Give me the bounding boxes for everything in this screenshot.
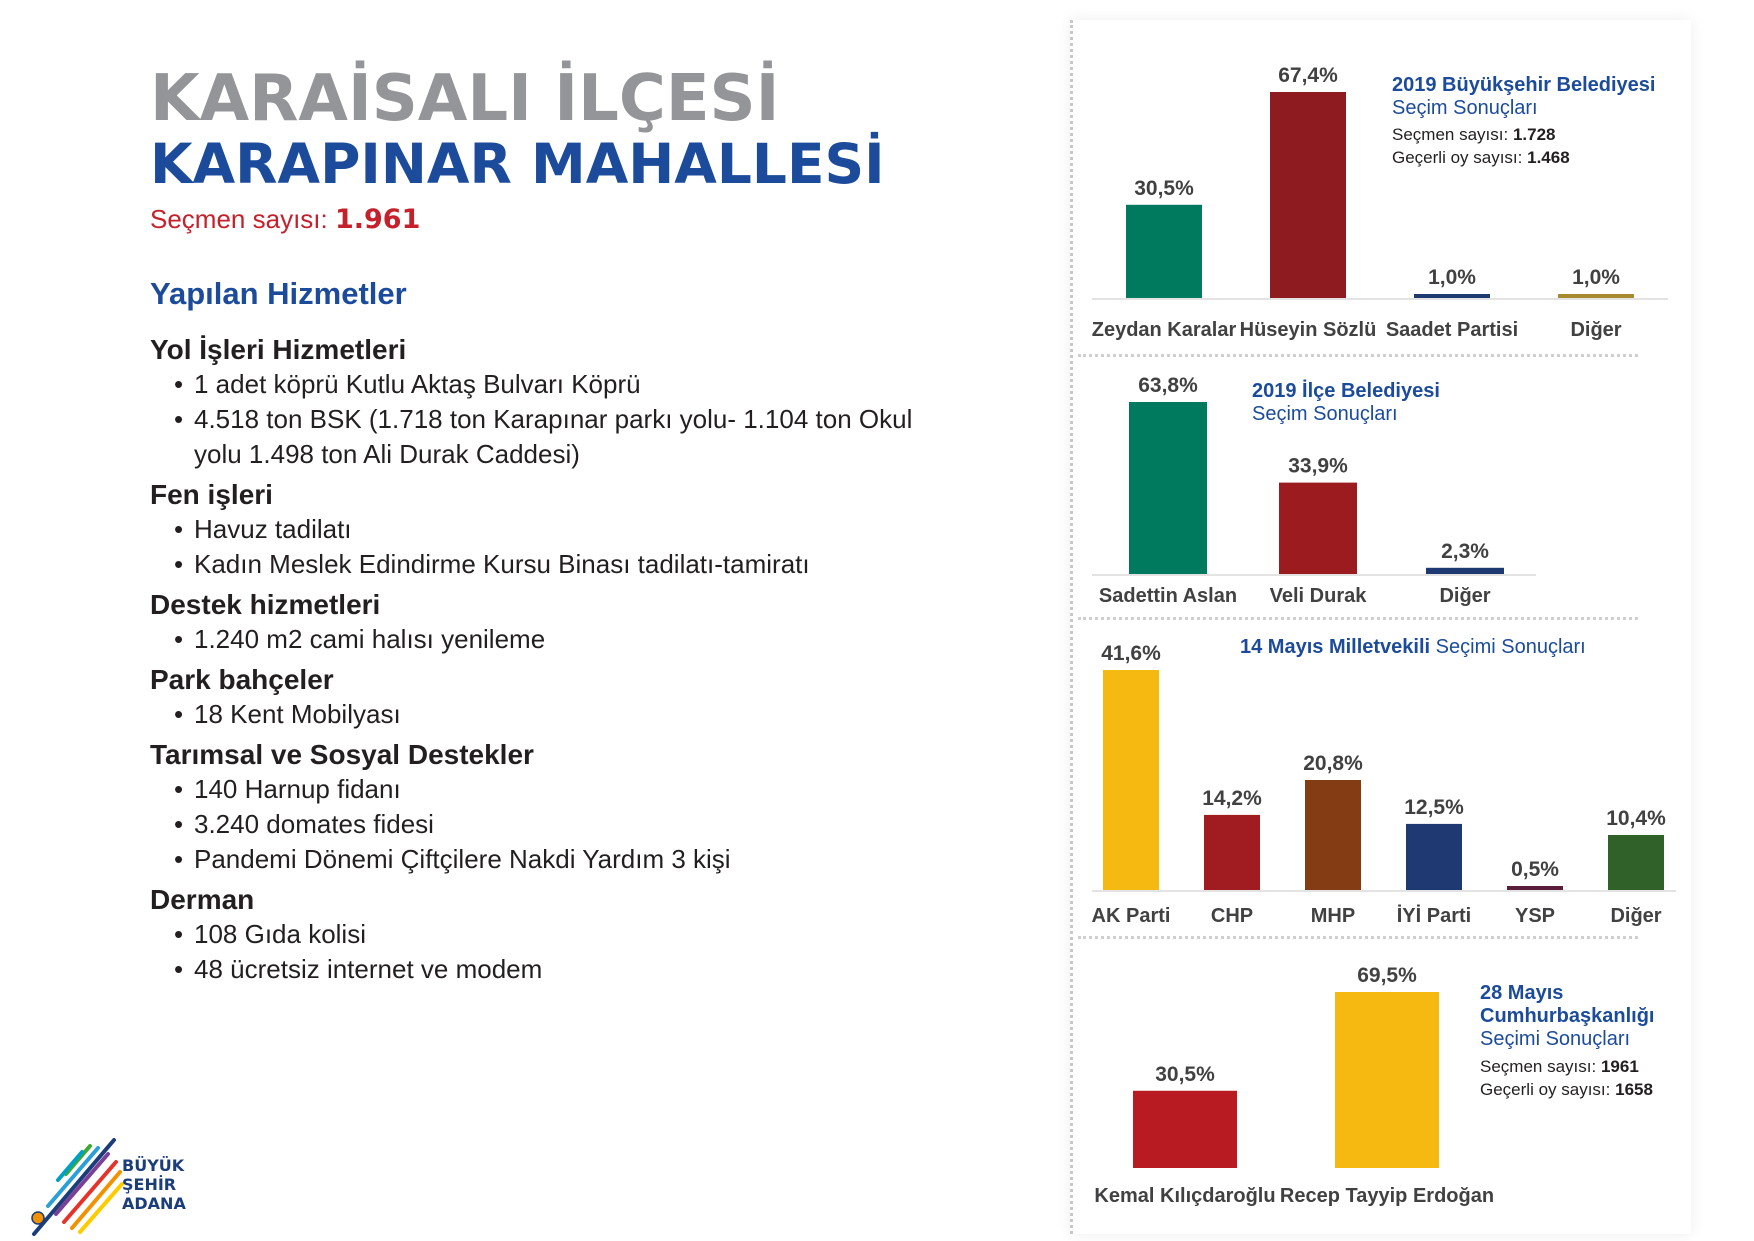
bar-4-2 bbox=[1335, 992, 1439, 1168]
chart1-valid-value: 1.468 bbox=[1527, 148, 1570, 167]
chart-1 bbox=[1092, 64, 1668, 341]
category-label: Veli Durak bbox=[1269, 585, 1367, 607]
bar-3-5 bbox=[1507, 886, 1563, 890]
chart4-voters-label: Seçmen sayısı: bbox=[1480, 1057, 1597, 1076]
section-title: Tarımsal ve Sosyal Destekler bbox=[150, 739, 534, 770]
voter-count-value: 1.961 bbox=[334, 204, 421, 235]
chart1-voters-value: 1.728 bbox=[1512, 125, 1556, 144]
bar-2-1 bbox=[1129, 402, 1207, 574]
value-label: 2,3% bbox=[1441, 539, 1489, 563]
bar-2-2 bbox=[1279, 483, 1357, 574]
chart4-valid-label: Geçerli oy sayısı: bbox=[1480, 1080, 1611, 1099]
chart3-title: 14 Mayıs Milletvekili bbox=[1240, 636, 1431, 658]
chart2-title: 2019 İlçe Belediyesi bbox=[1252, 380, 1440, 402]
service-item: • 18 Kent Mobilyası bbox=[174, 697, 930, 732]
value-label: 63,8% bbox=[1138, 374, 1198, 397]
section-title: Destek hizmetleri bbox=[150, 589, 381, 620]
bar-3-4 bbox=[1406, 824, 1462, 890]
bar-3-3 bbox=[1305, 780, 1361, 890]
bar-2-3 bbox=[1426, 568, 1504, 574]
bar-1-2 bbox=[1270, 92, 1346, 298]
category-label: AK Parti bbox=[1091, 905, 1171, 927]
value-label: 12,5% bbox=[1404, 795, 1464, 819]
neighborhood-title: KARAPINAR MAHALLESİ bbox=[150, 132, 885, 196]
section-title: Derman bbox=[150, 884, 255, 915]
value-label: 30,5% bbox=[1155, 1062, 1215, 1086]
chart1-valid-label: Geçerli oy sayısı: bbox=[1392, 148, 1523, 167]
service-item: • Pandemi Dönemi Çiftçilere Nakdi Yardım 3 kişi bbox=[174, 842, 930, 877]
value-label: 1,0% bbox=[1572, 266, 1620, 289]
category-label: Hüseyin Sözlü bbox=[1239, 319, 1377, 341]
voter-count-label: Seçmen sayısı: bbox=[150, 204, 328, 234]
value-label: 41,6% bbox=[1101, 642, 1161, 665]
service-item: • 140 Harnup fidanı bbox=[174, 772, 930, 807]
value-label: 67,4% bbox=[1278, 64, 1338, 87]
service-item: • 1.240 m2 cami halısı yenileme bbox=[174, 622, 930, 657]
service-item: • 1 adet köprü Kutlu Aktaş Bulvarı Köprü bbox=[174, 367, 930, 402]
district-title: KARAİSALI İLÇESİ bbox=[150, 62, 780, 136]
service-item: • 3.240 domates fidesi bbox=[174, 807, 930, 842]
chart-3 bbox=[1092, 642, 1676, 927]
bar-1-3 bbox=[1414, 294, 1490, 298]
value-label: 69,5% bbox=[1357, 964, 1417, 987]
chart4-voters-value: 1961 bbox=[1600, 1057, 1639, 1076]
category-label: Sadettin Aslan bbox=[1098, 585, 1238, 607]
category-label: Diğer bbox=[1439, 585, 1491, 607]
bar-1-1 bbox=[1126, 205, 1202, 298]
chart1-voters-label: Seçmen sayısı: bbox=[1392, 125, 1509, 144]
value-label: 33,9% bbox=[1288, 454, 1348, 478]
logo-text-line: BÜYÜK bbox=[122, 1156, 185, 1175]
bar-3-1 bbox=[1103, 670, 1159, 890]
category-label: Kemal Kılıçdaroğlu bbox=[1094, 1185, 1276, 1207]
chart4-valid-value: 1658 bbox=[1615, 1080, 1653, 1099]
section-title: Yol İşleri Hizmetleri bbox=[150, 334, 407, 365]
category-label: Diğer bbox=[1570, 319, 1622, 341]
value-label: 20,8% bbox=[1303, 752, 1363, 775]
value-label: 0,5% bbox=[1511, 858, 1559, 881]
chart4-title-line2: Cumhurbaşkanlığı bbox=[1480, 1005, 1655, 1027]
service-item: • Kadın Meslek Edindirme Kursu Binası tadilatı-tamiratı bbox=[174, 547, 930, 582]
value-label: 1,0% bbox=[1428, 266, 1476, 289]
category-label: Saadet Partisi bbox=[1385, 319, 1519, 341]
value-label: 30,5% bbox=[1134, 176, 1194, 200]
category-label: YSP bbox=[1514, 905, 1556, 927]
bar-4-1 bbox=[1133, 1091, 1237, 1168]
service-item: • 48 ücretsiz internet ve modem bbox=[174, 952, 930, 987]
category-label: Zeydan Karalar bbox=[1091, 319, 1237, 341]
service-item: • Havuz tadilatı bbox=[174, 512, 930, 547]
chart1-subtitle: Seçim Sonuçları bbox=[1392, 97, 1538, 119]
chart4-title-line1: 28 Mayıs bbox=[1480, 982, 1564, 1004]
chart-4 bbox=[1094, 964, 1494, 1207]
category-label: Diğer bbox=[1610, 905, 1662, 927]
chart4-subtitle: Seçimi Sonuçları bbox=[1480, 1028, 1631, 1050]
logo-text-line: ŞEHİR bbox=[122, 1175, 177, 1194]
chart2-subtitle: Seçim Sonuçları bbox=[1252, 403, 1398, 425]
chart1-title: 2019 Büyükşehir Belediyesi bbox=[1392, 74, 1656, 96]
service-item: • 108 Gıda kolisi bbox=[174, 917, 930, 952]
section-title: Park bahçeler bbox=[150, 664, 334, 695]
value-label: 10,4% bbox=[1606, 807, 1666, 830]
section-title: Fen işleri bbox=[150, 479, 273, 510]
service-item: • 4.518 ton BSK (1.718 ton Karapınar parkı yolu- 1.104 ton Okul yolu 1.498 ton Ali Durak Caddesi) bbox=[174, 402, 930, 472]
value-label: 14,2% bbox=[1202, 786, 1262, 810]
logo-text-line: ADANA bbox=[122, 1194, 186, 1213]
services-heading: Yapılan Hizmetler bbox=[150, 276, 407, 311]
chart-2 bbox=[1092, 374, 1536, 607]
bar-3-2 bbox=[1204, 815, 1260, 890]
category-label: CHP bbox=[1210, 905, 1254, 927]
bar-3-6 bbox=[1608, 835, 1664, 890]
category-label: Recep Tayyip Erdoğan bbox=[1279, 1185, 1495, 1207]
bar-1-4 bbox=[1558, 294, 1634, 298]
category-label: İYİ Parti bbox=[1396, 905, 1472, 927]
chart3-subtitle: Seçimi Sonuçları bbox=[1435, 636, 1586, 658]
category-label: MHP bbox=[1310, 905, 1356, 927]
